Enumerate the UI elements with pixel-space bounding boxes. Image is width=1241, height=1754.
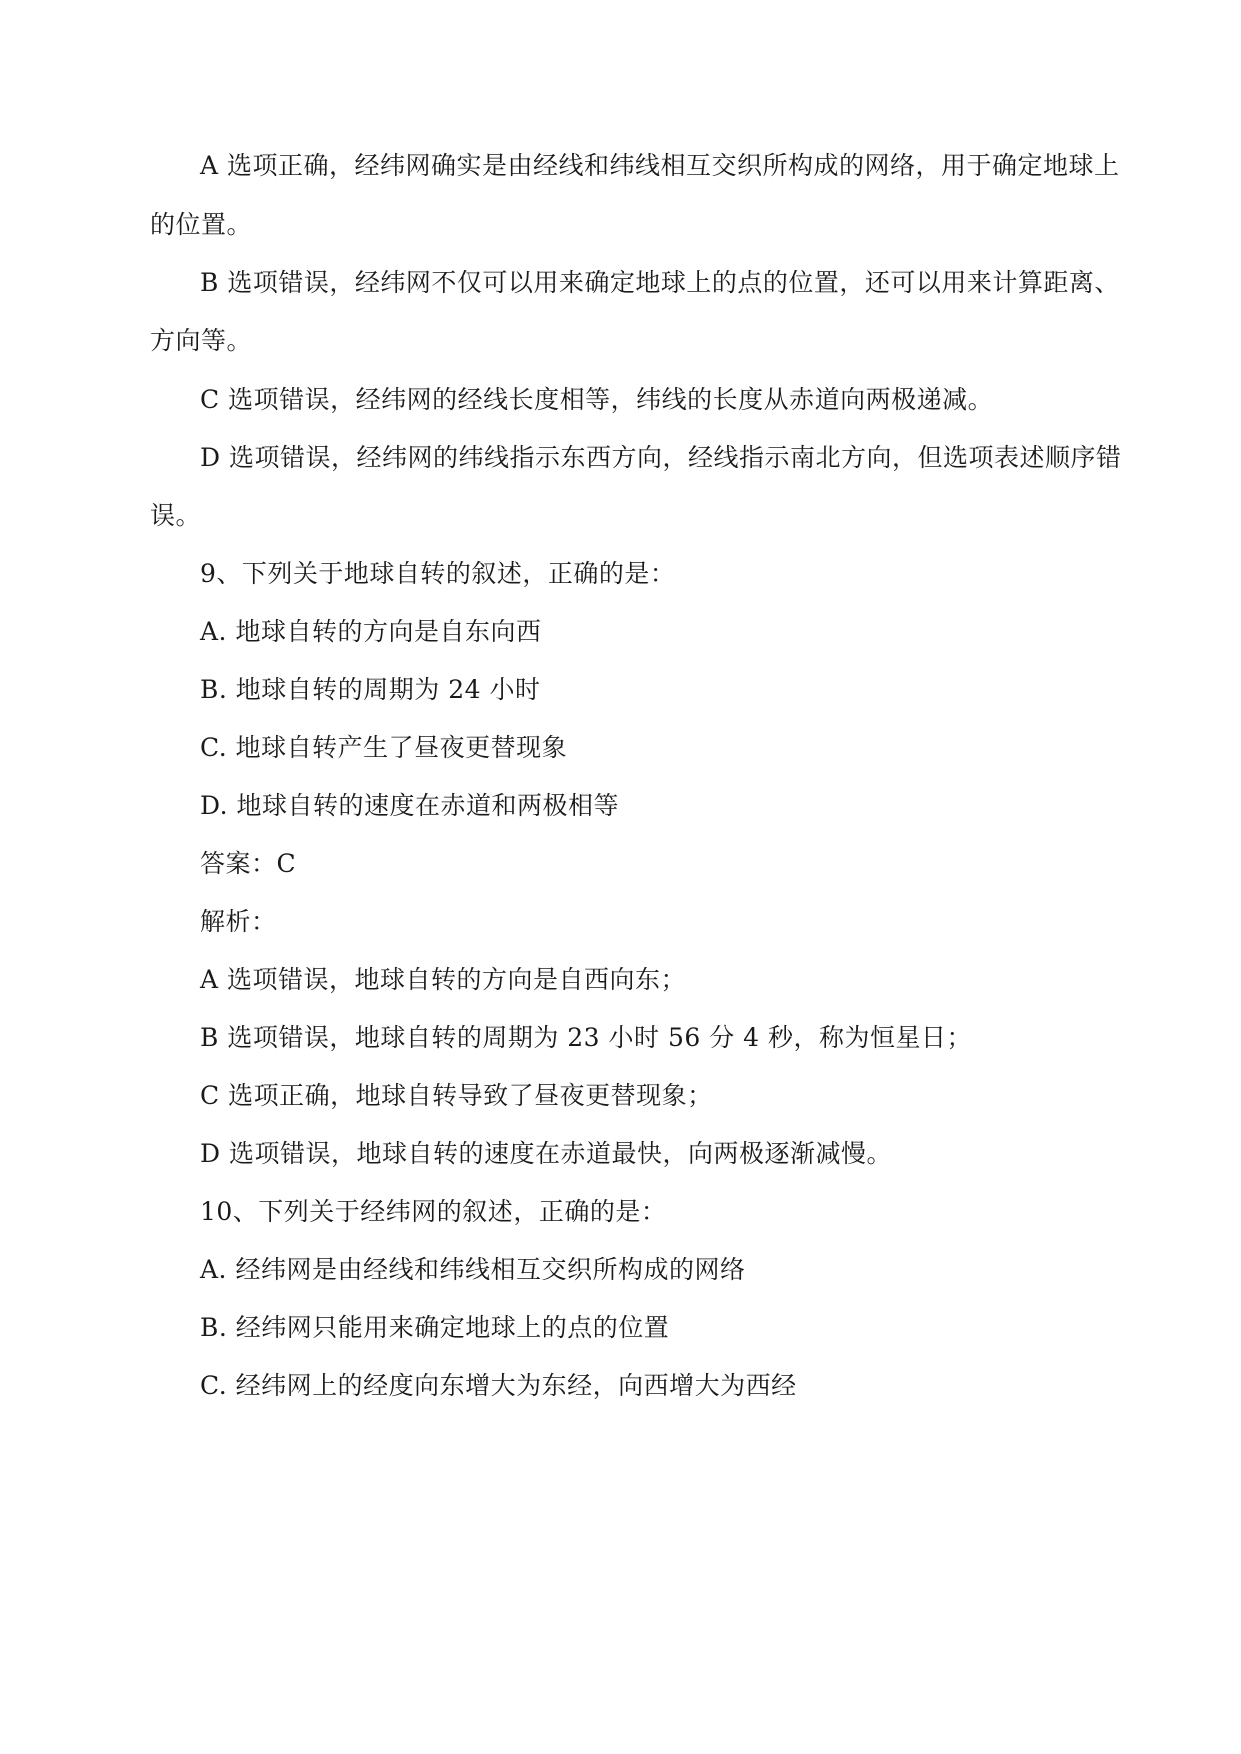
question-9: 9、下列关于地球自转的叙述，正确的是： [200, 559, 676, 588]
explanation-d-line2: 误。 [150, 501, 202, 530]
explanation-b-line1: B 选项错误，经纬网不仅可以用来确定地球上的点的位置，还可以用来计算距离、 [200, 268, 1120, 297]
question-10: 10、下列关于经纬网的叙述，正确的是： [200, 1197, 667, 1226]
explanation-c: C 选项错误，经纬网的经线长度相等，纬线的长度从赤道向两极递减。 [200, 385, 994, 414]
q9-option-c: C. 地球自转产生了昼夜更替现象 [200, 733, 568, 762]
q9-analysis-a: A 选项错误，地球自转的方向是自西向东； [200, 965, 687, 994]
q9-analysis-d: D 选项错误，地球自转的速度在赤道最快，向两极逐渐减慢。 [200, 1139, 892, 1168]
q9-analysis-b: B 选项错误，地球自转的周期为 23 小时 56 分 4 秒，称为恒星日； [200, 1023, 973, 1052]
q9-analysis-label: 解析： [200, 907, 277, 936]
explanation-d-line1: D 选项错误，经纬网的纬线指示东西方向，经线指示南北方向，但选项表述顺序错 [200, 443, 1122, 472]
explanation-a-line2: 的位置。 [150, 210, 253, 239]
explanation-b-line2: 方向等。 [150, 326, 253, 355]
q9-answer: 答案：C [200, 849, 297, 878]
q10-option-c: C. 经纬网上的经度向东增大为东经，向西增大为西经 [200, 1371, 797, 1400]
explanation-a-line1: A 选项正确，经纬网确实是由经线和纬线相互交织所构成的网络，用于确定地球上 [200, 151, 1120, 180]
q9-analysis-c: C 选项正确，地球自转导致了昼夜更替现象； [200, 1081, 713, 1110]
q9-option-b: B. 地球自转的周期为 24 小时 [200, 675, 541, 704]
q10-option-b: B. 经纬网只能用来确定地球上的点的位置 [200, 1313, 670, 1342]
q9-option-d: D. 地球自转的速度在赤道和两极相等 [200, 791, 620, 820]
q10-option-a: A. 经纬网是由经线和纬线相互交织所构成的网络 [200, 1255, 746, 1284]
q9-option-a: A. 地球自转的方向是自东向西 [200, 617, 542, 646]
